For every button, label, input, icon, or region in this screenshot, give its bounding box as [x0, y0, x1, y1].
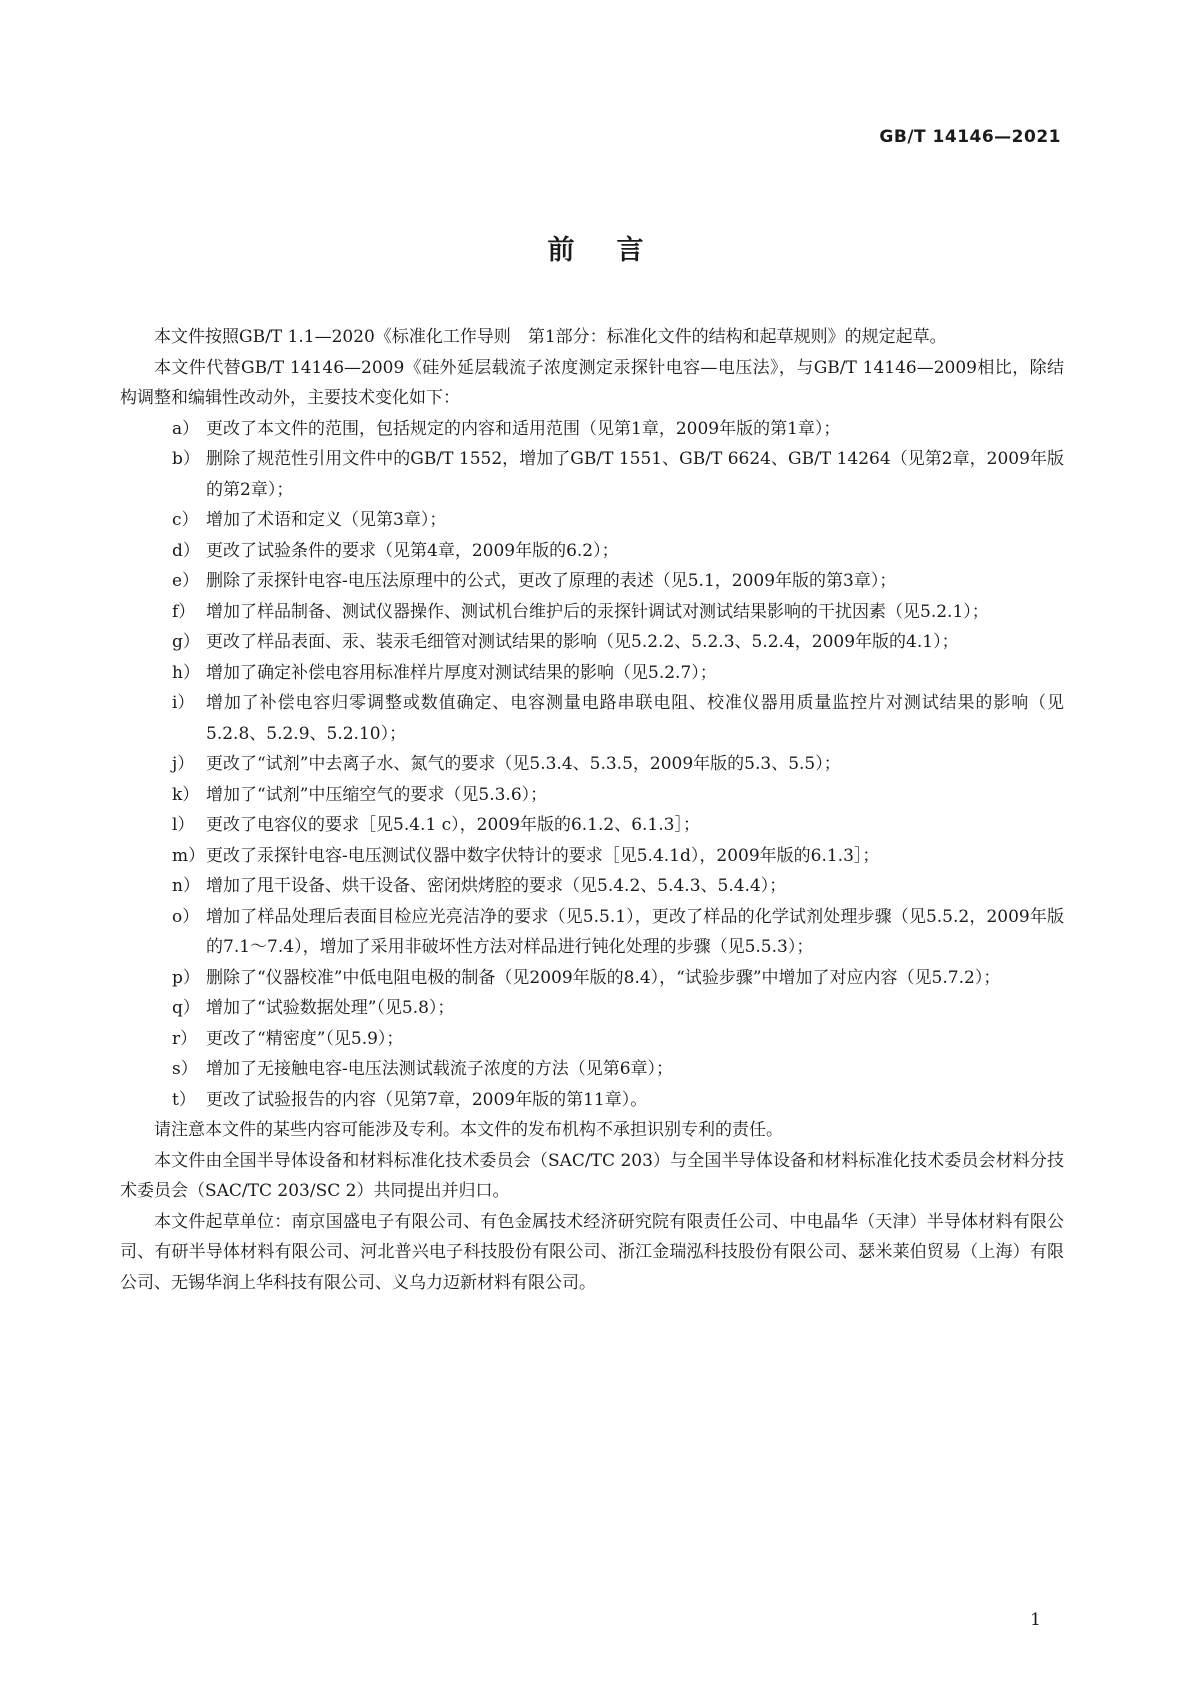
list-item	[120, 1085, 1064, 1116]
list-item-text: 增加了补偿电容归零调整或数值确定、电容测量电路串联电阻、校准仪器用质量监控片对测试结果的影响（见5.2.8、5.2.9、5.2.10）；	[206, 693, 1064, 744]
paragraph-drafting-units: 本文件起草单位：南京国盛电子有限公司、有色金属技术经济研究院有限责任公司、中电晶华（天津）半导体材料有限公司、有研半导体材料有限公司、河北普兴电子科技股份有限公司、浙江金瑞泓科技股份有限公司、瑟米莱伯贸易（上海）有限公司、无锡华润上华科技有限公司、义乌力迈新材料有限公司。	[120, 1211, 1064, 1293]
list-item	[120, 1024, 1064, 1055]
list-item-label: q）	[172, 998, 200, 1018]
list-item-label: t）	[172, 1089, 196, 1110]
list-item-text: 增加了无接触电容-电压法测试载流子浓度的方法（见第6章）；	[206, 1059, 674, 1079]
list-item	[120, 780, 1064, 811]
list-item-label: b）	[172, 449, 200, 469]
list-item-text: 更改了样品表面、汞、装汞毛细管对测试结果的影响（见5.2.2、5.2.3、5.2.4，2009年版的4.1）；	[206, 632, 959, 652]
list-item-text: 更改了试验条件的要求（见第4章，2009年版的6.2）；	[206, 540, 619, 561]
page-title: 前言	[547, 235, 686, 266]
list-item-text: 更改了汞探针电容-电压测试仪器中数字伏特计的要求［见5.4.1d），2009年版的6.1.3］；	[206, 845, 880, 866]
paragraph-proposer: 本文件由全国半导体设备和材料标准化技术委员会（SAC/TC 203）与全国半导体设备和材料标准化技术委员会材料分技术委员会（SAC/TC 203/SC 2）共同提出并归口。	[120, 1150, 1064, 1201]
list-item-text: 增加了样品处理后表面目检应光亮洁净的要求（见5.5.1），更改了样品的化学试剂处理步骤（见5.5.2，2009年版的7.1～7.4），增加了采用非破坏性方法对样品进行钝化处理的步骤（见5.5.3）；	[206, 906, 1064, 957]
list-item-label: g）	[172, 632, 200, 652]
list-item-text: 更改了电容仪的要求［见5.4.1 c），2009年版的6.1.2、6.1.3］；	[206, 815, 700, 835]
list-item-label: h）	[172, 662, 200, 683]
list-item	[120, 963, 1064, 994]
document-code-header: GB/T 14146—2021	[879, 127, 1061, 147]
changes-list	[120, 414, 1064, 1116]
list-item-text: 删除了“仪器校准”中低电阻电极的制备（见2009年版的8.4），“试验步骤”中增加了对应内容（见5.7.2）；	[206, 967, 1001, 988]
list-item-text: 删除了规范性引用文件中的GB/T 1552，增加了GB/T 1551、GB/T 6624、GB/T 14264（见第2章，2009年版的第2章）；	[206, 449, 1064, 500]
list-item-text: 增加了甩干设备、烘干设备、密闭烘烤腔的要求（见5.4.2、5.4.3、5.4.4）；	[206, 876, 787, 896]
list-item	[120, 505, 1064, 536]
list-item-label: c）	[172, 510, 199, 530]
list-item-label: p）	[172, 967, 200, 988]
list-item-label: n）	[172, 876, 200, 896]
list-item-text: 增加了样品制备、测试仪器操作、测试机台维护后的汞探针调试对测试结果影响的干扰因素（见5.2.1）；	[206, 601, 989, 622]
list-item-text: 增加了“试剂”中压缩空气的要求（见5.3.6）；	[206, 784, 548, 805]
list-item-label: m）	[172, 845, 206, 866]
list-item-label: o）	[172, 906, 200, 927]
list-item-label: l）	[172, 815, 195, 835]
paragraph-drafting-rules: 本文件按照GB/T 1.1—2020《标准化工作导则 第1部分：标准化文件的结构和起草规则》的规定起草。	[154, 327, 947, 347]
list-item	[120, 658, 1064, 689]
list-item-text: 更改了“精密度”（见5.9）；	[206, 1028, 404, 1049]
list-item-label: s）	[172, 1059, 198, 1079]
list-item-text: 更改了本文件的范围，包括规定的内容和适用范围（见第1章，2009年版的第1章）；	[206, 418, 841, 439]
list-item-label: r）	[172, 1028, 198, 1049]
list-item	[120, 414, 1064, 445]
list-item	[120, 444, 1064, 505]
list-item-label: j）	[172, 754, 195, 774]
foreword-body	[120, 322, 1064, 1298]
list-item-label: k）	[172, 784, 200, 805]
list-item	[120, 749, 1064, 780]
list-item	[120, 810, 1064, 841]
list-item	[120, 871, 1064, 902]
list-item-text: 删除了汞探针电容-电压法原理中的公式，更改了原理的表述（见5.1，2009年版的第3章）；	[206, 571, 897, 591]
list-item-text: 更改了试验报告的内容（见第7章，2009年版的第11章）。	[206, 1089, 648, 1110]
list-item	[120, 597, 1064, 628]
page-number: 1	[1030, 1610, 1041, 1630]
paragraph-patent-notice: 请注意本文件的某些内容可能涉及专利。本文件的发布机构不承担识别专利的责任。	[154, 1120, 783, 1140]
list-item	[120, 536, 1064, 567]
list-item-label: i）	[172, 693, 195, 713]
list-item-text: 增加了术语和定义（见第3章）；	[206, 510, 447, 530]
list-item-text: 增加了“试验数据处理”（见5.8）；	[206, 998, 455, 1018]
paragraph-replacement: 本文件代替GB/T 14146—2009《硅外延层载流子浓度测定汞探针电容—电压法》，与GB/T 14146—2009相比，除结构调整和编辑性改动外，主要技术变化如下：	[120, 357, 1064, 408]
list-item	[120, 993, 1064, 1024]
list-item	[120, 688, 1064, 749]
list-item	[120, 1054, 1064, 1085]
list-item-label: f）	[172, 601, 196, 622]
list-item-text: 增加了确定补偿电容用标准样片厚度对测试结果的影响（见5.2.7）；	[206, 662, 717, 683]
list-item-label: e）	[172, 571, 200, 591]
list-item-label: a）	[172, 418, 200, 439]
list-item	[120, 566, 1064, 597]
list-item-text: 更改了“试剂”中去离子水、氮气的要求（见5.3.4、5.3.5，2009年版的5.3、5.5）；	[206, 754, 841, 774]
list-item	[120, 902, 1064, 963]
list-item	[120, 627, 1064, 658]
list-item-label: d）	[172, 540, 200, 561]
list-item	[120, 841, 1064, 872]
